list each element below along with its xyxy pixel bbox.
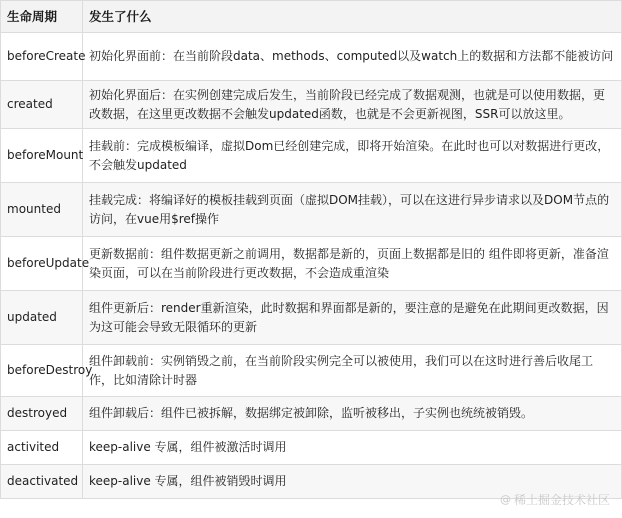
lifecycle-description: keep-alive 专属，组件被激活时调用 <box>83 431 622 465</box>
watermark <box>500 491 610 508</box>
lifecycle-hook-name: beforeUpdate <box>1 237 83 291</box>
lifecycle-hook-name: deactivated <box>1 465 83 499</box>
lifecycle-hook-name: beforeMount <box>1 129 83 183</box>
header-lifecycle: 生命周期 <box>1 1 83 33</box>
at-sign-icon: @ <box>499 493 511 506</box>
table-header-row <box>1 1 622 33</box>
lifecycle-description: 挂载前：完成模板编译，虚拟Dom已经创建完成，即将开始渲染。在此时也可以对数据进行更改，不会触发updated <box>83 129 622 183</box>
lifecycle-description: 初始化界面后：在实例创建完成后发生，当前阶段已经完成了数据观测，也就是可以使用数据，更改数据，在这里更改数据不会触发updated函数，也就是不会更新视图，SSR可以放这里。 <box>83 81 622 129</box>
table-row <box>1 183 622 237</box>
lifecycle-description: 组件更新后：render重新渲染，此时数据和界面都是新的，要注意的是避免在此期间更改数据，因为这可能会导致无限循环的更新 <box>83 291 622 345</box>
lifecycle-description: 初始化界面前：在当前阶段data、methods、computed以及watch上的数据和方法都不能被访问 <box>83 33 622 81</box>
lifecycle-description: 挂载完成：将编译好的模板挂载到页面（虚拟DOM挂载），可以在这进行异步请求以及DOM节点的访问，在vue用$ref操作 <box>83 183 622 237</box>
lifecycle-hook-name: created <box>1 81 83 129</box>
table-row <box>1 33 622 81</box>
table-row <box>1 81 622 129</box>
lifecycle-description: 组件卸载后：组件已被拆解，数据绑定被卸除，监听被移出，子实例也统统被销毁。 <box>83 397 622 431</box>
lifecycle-hook-name: activited <box>1 431 83 465</box>
lifecycle-hook-name: updated <box>1 291 83 345</box>
lifecycle-description: keep-alive 专属，组件被销毁时调用 <box>83 465 622 499</box>
table-row <box>1 237 622 291</box>
lifecycle-hook-name: mounted <box>1 183 83 237</box>
lifecycle-description: 组件卸载前：实例销毁之前，在当前阶段实例完全可以被使用，我们可以在这时进行善后收尾工作，比如清除计时器 <box>83 345 622 397</box>
table-row <box>1 397 622 431</box>
lifecycle-hook-name: destroyed <box>1 397 83 431</box>
table-row <box>1 345 622 397</box>
lifecycle-description: 更新数据前：组件数据更新之前调用，数据都是新的，页面上数据都是旧的 组件即将更新，准备渲染页面，可以在当前阶段进行更改数据，不会造成重渲染 <box>83 237 622 291</box>
table-row <box>1 431 622 465</box>
lifecycle-hook-name: beforeCreate <box>1 33 83 81</box>
lifecycle-hook-name: beforeDestroy <box>1 345 83 397</box>
table-row <box>1 291 622 345</box>
watermark-text: 稀土掘金技术社区 <box>513 493 610 507</box>
table-row <box>1 129 622 183</box>
header-what-happens: 发生了什么 <box>83 1 622 33</box>
